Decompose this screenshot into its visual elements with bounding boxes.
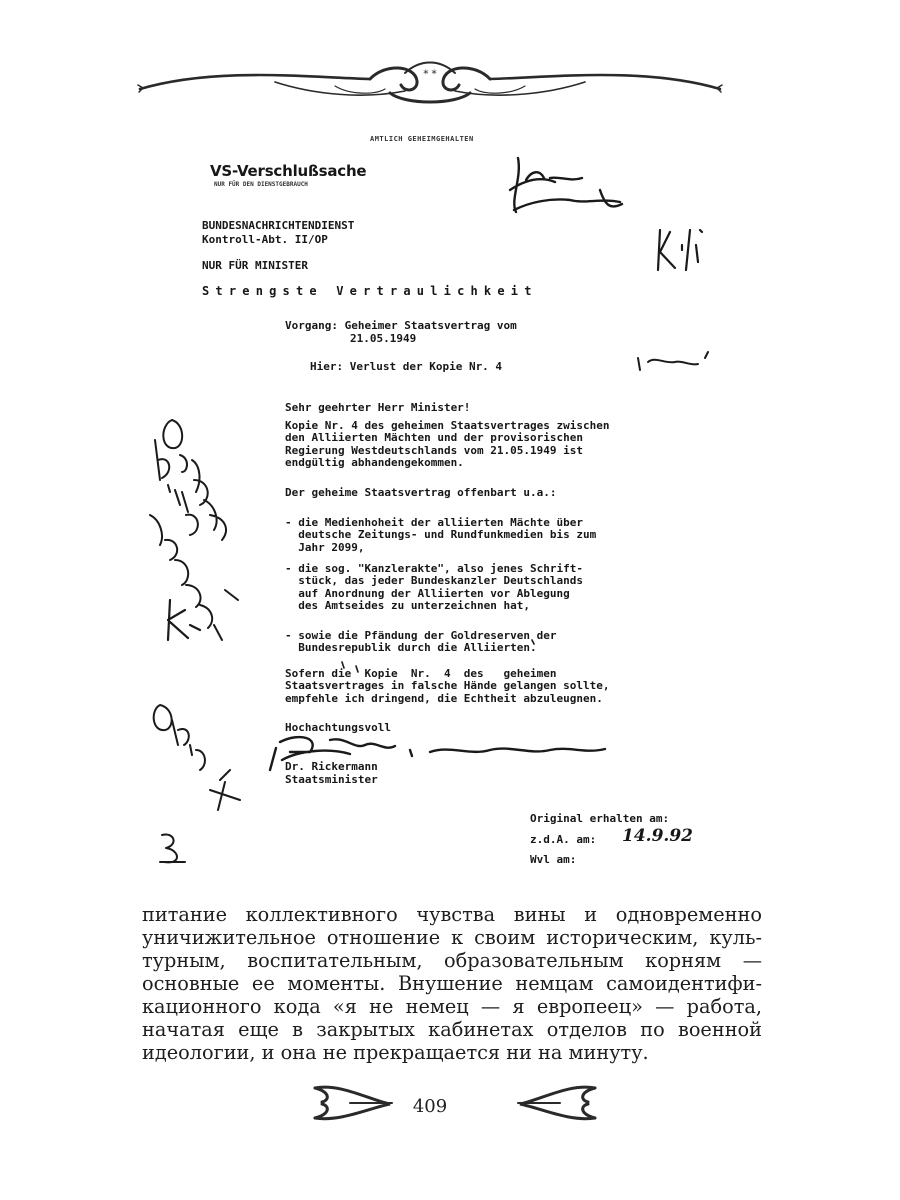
- paragraph-1-line: Kopie Nr. 4 des geheimen Staatsvertrages zwischen: [285, 419, 610, 432]
- signer-title: Staatsminister: [285, 773, 378, 786]
- subject-line-1: Vorgang: Geheimer Staatsvertrag vom: [285, 319, 517, 332]
- bullet-line: - die sog. "Kanzlerakte", also jenes Schrift-: [285, 562, 584, 575]
- body-line: основные ее моменты. Внушение немцам самоидентифи-: [142, 972, 762, 995]
- signer-name: Dr. Rickermann: [285, 760, 378, 773]
- margin-initials-left: [168, 600, 200, 640]
- paragraph-3-line: Sofern die Kopie Nr. 4 des geheimen: [285, 667, 557, 680]
- signature-main: [270, 737, 605, 770]
- bullet-line: deutsche Zeitungs- und Rundfunkmedien bis zum: [285, 528, 597, 542]
- body-line: турным, воспитательным, образовательным корням —: [142, 949, 762, 972]
- subject-line-2: 21.05.1949: [350, 332, 417, 345]
- paragraph-3-line: empfehle ich dringend, die Echtheit abzuleugnen.: [285, 691, 603, 705]
- bullet-line: stück, das jeder Bundeskanzler Deutschlands: [285, 574, 584, 588]
- zda-label: z.d.A. am:: [530, 833, 597, 846]
- body-line: кационного кода «я не немец — я европеец» — работа,: [142, 995, 762, 1018]
- paragraph-1-line: den Alliierten Mächten und der provisorischen: [285, 431, 584, 445]
- margin-handwriting-bitte: [155, 440, 198, 535]
- body-line: уничижительное отношение к своим историческим, куль-: [142, 926, 762, 949]
- body-line: идеологии, и она не прекращается ни на минуту.: [142, 1041, 649, 1064]
- margin-mark-bottom: [160, 835, 185, 863]
- small-mark-right: [638, 352, 708, 370]
- bullet-line: Jahr 2099,: [285, 540, 365, 554]
- paragraph-2: Der geheime Staatsvertrag offenbart u.a.:: [285, 486, 557, 499]
- bullet-line: - sowie die Pfändung der Goldreserven der: [285, 629, 557, 642]
- wvl-label: Wvl am:: [530, 853, 577, 866]
- ink-marks-paragraph: [342, 640, 534, 672]
- body-line: начатая еще в закрытых кабинетах отделов по военной: [142, 1018, 762, 1041]
- handwritten-annotations: [130, 120, 770, 880]
- department-name: Kontroll-Abt. II/OP: [202, 233, 328, 246]
- classification-note: NUR FÜR DEN DIENSTGEBRAUCH: [214, 181, 308, 188]
- bullet-line: des Amtseides zu unterzeichnen hat,: [285, 599, 531, 613]
- margin-handwriting-original: [163, 420, 226, 540]
- zda-handwritten-date: 14.9.92: [622, 826, 693, 846]
- bullet-line: auf Anordnung der Alliierten vor Ablegung: [285, 586, 570, 600]
- recipient-note: NUR FÜR MINISTER: [202, 259, 308, 272]
- agency-name: BUNDESNACHRICHTENDIENST: [202, 219, 355, 232]
- top-ornament: [135, 55, 725, 115]
- ornament-dots: * *: [423, 69, 437, 80]
- body-text: [142, 903, 762, 1064]
- classification-label: VS-Verschlußsache: [210, 162, 367, 180]
- margin-handwriting-lower: [154, 705, 240, 810]
- closing: Hochachtungsvoll: [285, 721, 391, 734]
- bullet-line: - die Medienhoheit der alliierten Mächte über: [285, 516, 584, 529]
- header-small: AMTLICH GEHEIMGEHALTEN: [370, 135, 474, 143]
- confidentiality-line: Strengste Vertraulichkeit: [202, 284, 538, 298]
- body-line: питание коллективного чувства вины и одновременно: [142, 903, 762, 926]
- paragraph-1-line: endgültig abhandengekommen.: [285, 456, 464, 470]
- page-number: 409: [412, 1096, 448, 1117]
- paragraph-3-line: Staatsvertrages in falsche Hände gelangen sollte,: [285, 679, 610, 693]
- bullet-line: Bundesrepublik durch die Alliierten.: [285, 641, 537, 655]
- paragraph-1-line: Regierung Westdeutschlands vom 21.05.1949 ist: [285, 443, 584, 457]
- received-label: Original erhalten am:: [530, 812, 670, 825]
- signature-top-right: [510, 158, 622, 212]
- subject-line-3: Hier: Verlust der Kopie Nr. 4: [310, 360, 503, 373]
- scanned-document: [130, 120, 770, 880]
- initials-mark-right: [658, 230, 702, 270]
- salutation: Sehr geehrter Herr Minister!: [285, 401, 471, 414]
